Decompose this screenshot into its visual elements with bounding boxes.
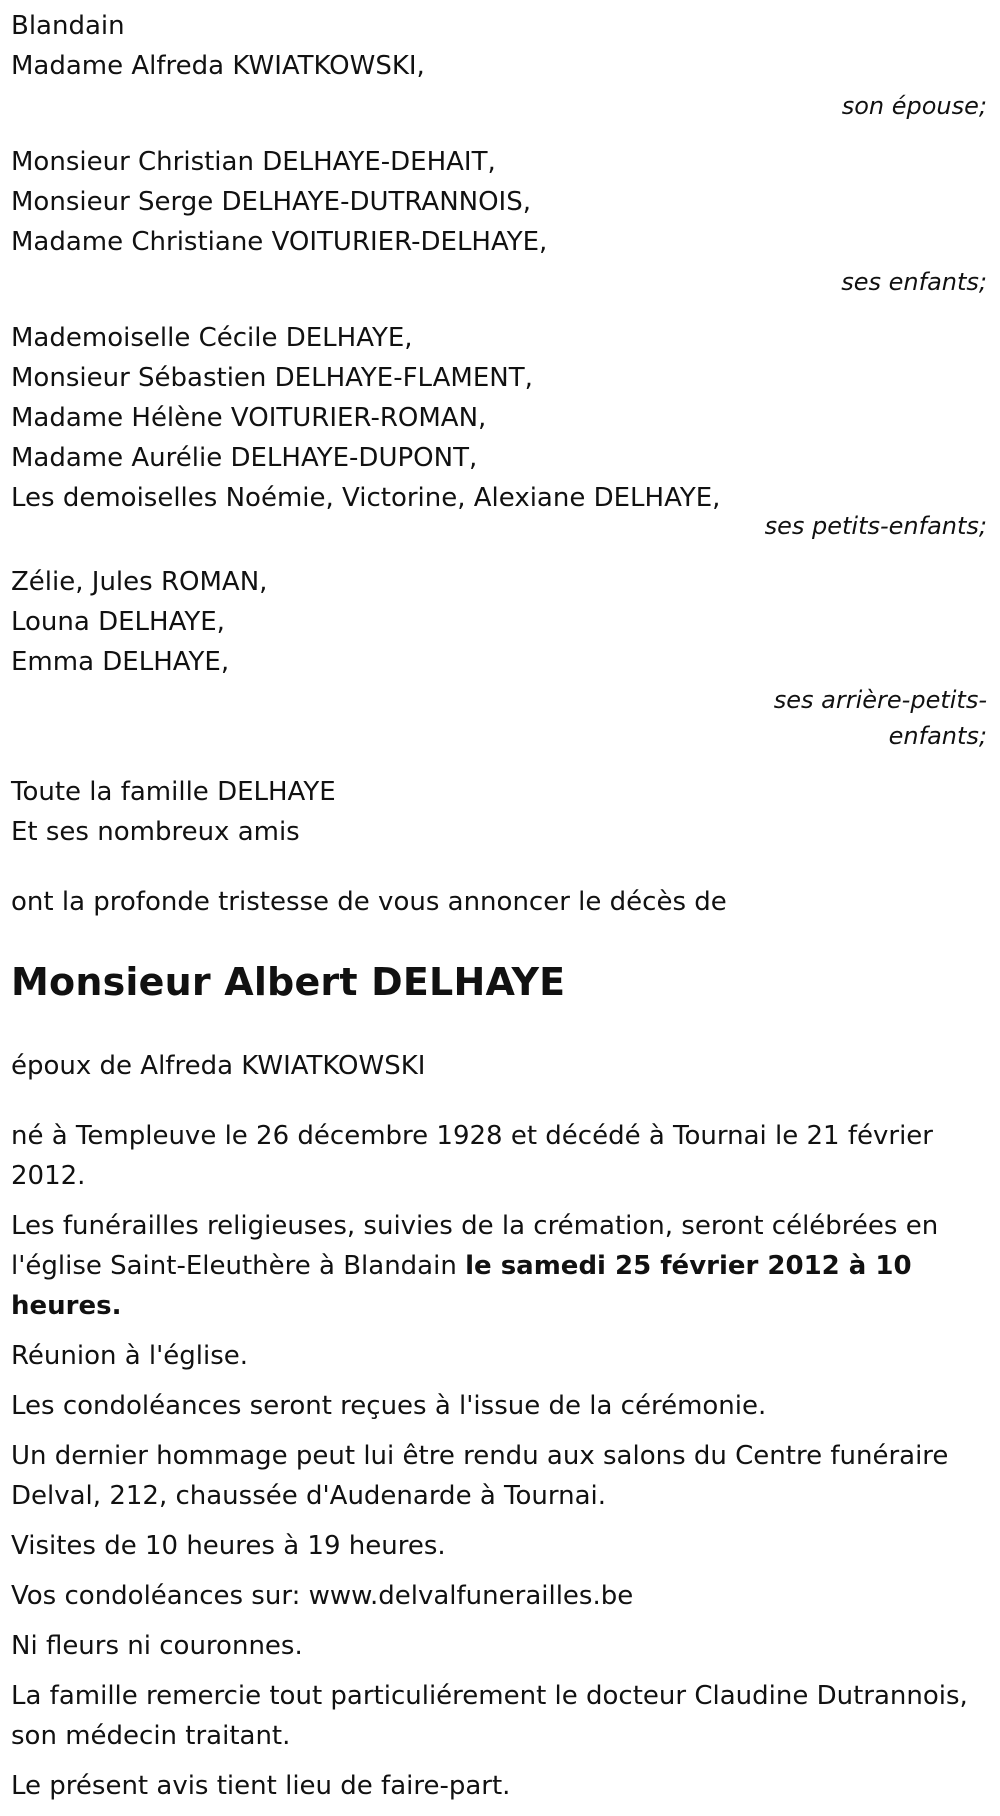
tribute-info: Un dernier hommage peut lui être rendu aux salons du Centre funéraire Delval, 212, chaussée d'Audenarde à Tournai.	[11, 1441, 949, 1511]
condolences-received: Les condoléances seront reçues à l'issue de la cérémonie.	[11, 1391, 767, 1421]
closing-note: Le présent avis tient lieu de faire-part.	[11, 1771, 511, 1801]
family-member-name: Mademoiselle Cécile DELHAYE,	[11, 323, 413, 353]
location: Blandain	[11, 11, 125, 41]
visit-hours: Visites de 10 heures à 19 heures.	[11, 1531, 446, 1561]
children-group	[11, 142, 987, 302]
deceased-name: Monsieur Albert DELHAYE	[11, 960, 566, 1004]
online-condolences: Vos condoléances sur: www.delvalfunerailles.be	[11, 1581, 634, 1611]
family-member-name: Madame Christiane VOITURIER-DELHAYE,	[11, 227, 548, 257]
funeral-text: Les funérailles religieuses, suivies de la crémation, seront célébrées en l'église Saint-Eleuthère à Blandain	[11, 1211, 939, 1281]
birth-death-dates: né à Templeuve le 26 décembre 1928 et décédé à Tournai le 21 février 2012.	[11, 1121, 933, 1191]
family-member-name: Monsieur Sébastien DELHAYE-FLAMENT,	[11, 363, 533, 393]
flowers-note: Ni fleurs ni couronnes.	[11, 1631, 303, 1661]
thanks-note: La famille remercie tout particuliérement le docteur Claudine Dutrannois, son médecin traitant.	[11, 1681, 968, 1751]
relation-label: ses petits-enfants;	[764, 512, 987, 540]
family-line: Toute la famille DELHAYE	[11, 777, 336, 807]
family-member-name: Louna DELHAYE,	[11, 607, 225, 637]
announcement-text: ont la profonde tristesse de vous annoncer le décès de	[11, 887, 727, 917]
funeral-date: le samedi 25 février 2012 à 10 heures.	[11, 1251, 912, 1321]
family-member-name: Zélie, Jules ROMAN,	[11, 567, 268, 597]
obituary-notice	[11, 6, 987, 1816]
relation-label: ses arrière-petits-	[773, 686, 987, 714]
family-member-name: Madame Aurélie DELHAYE-DUPONT,	[11, 443, 478, 473]
family-member-name: Les demoiselles Noémie, Victorine, Alexiane DELHAYE,	[11, 483, 721, 513]
family-member-name: Madame Alfreda KWIATKOWSKI,	[11, 51, 425, 81]
family-member-name: Monsieur Serge DELHAYE-DUTRANNOIS,	[11, 187, 531, 217]
spouse-line: époux de Alfreda KWIATKOWSKI	[11, 1051, 426, 1081]
friends-line: Et ses nombreux amis	[11, 817, 300, 847]
grandchildren-group	[11, 318, 987, 546]
relation-label-continued: enfants;	[888, 722, 987, 750]
relation-label: son épouse;	[841, 92, 987, 120]
spouse-group	[11, 46, 987, 126]
relation-label: ses enfants;	[841, 268, 987, 296]
meeting-info: Réunion à l'église.	[11, 1341, 249, 1371]
funeral-details	[11, 1206, 987, 1326]
great-grandchildren-group	[11, 562, 987, 756]
family-member-name: Emma DELHAYE,	[11, 647, 230, 677]
family-and-friends	[11, 772, 987, 852]
family-member-name: Monsieur Christian DELHAYE-DEHAIT,	[11, 147, 496, 177]
family-member-name: Madame Hélène VOITURIER-ROMAN,	[11, 403, 487, 433]
